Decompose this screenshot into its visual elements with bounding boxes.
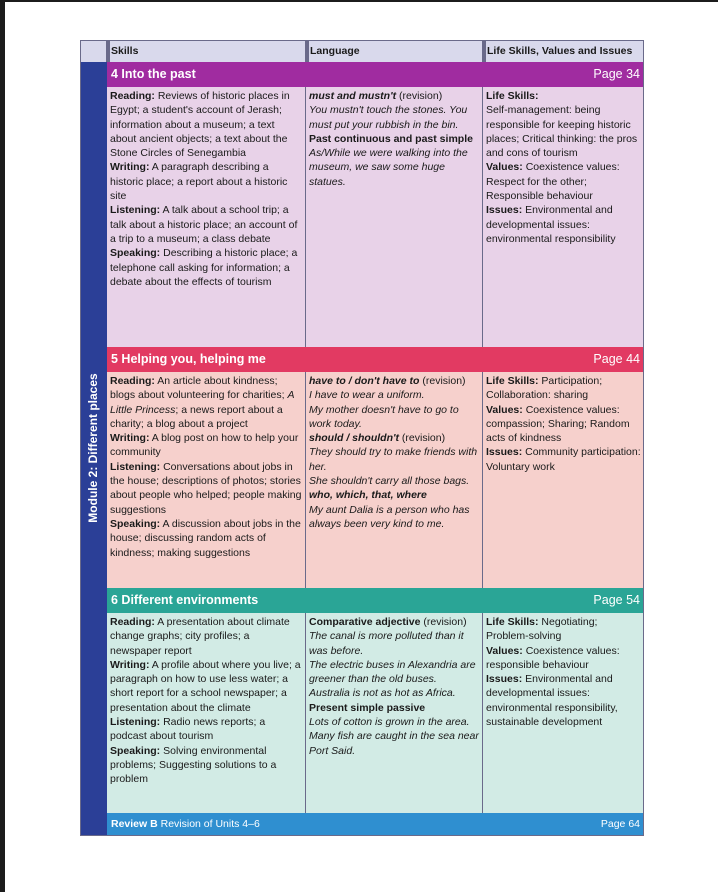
unit-title: 5 Helping you, helping me: [111, 352, 266, 366]
life-skills-text: Coexistence values: compassion; Sharing; Random acts of kindness: [486, 403, 630, 445]
skills-text: Conversations about jobs in the house; descriptions of photos; stories about people who helped; people making suggestions: [110, 460, 302, 516]
skills-label: Listening:: [110, 716, 161, 729]
example-sentence: She shouldn't carry all those bags.: [309, 475, 470, 488]
life-skills-text: Negotiating; Problem-solving: [486, 616, 598, 643]
example-sentence: Australia is not as hot as Africa.: [309, 687, 456, 700]
unit-page: Page 44: [593, 352, 640, 366]
review-label: Review B: [111, 818, 158, 830]
module-title: Module 2: Different places: [86, 373, 100, 523]
skills-text: A presentation about climate change graphs; city profiles; a newspaper report: [110, 616, 290, 657]
life-skills-label: Issues:: [486, 204, 523, 217]
life-skills-label: Issues:: [486, 446, 523, 459]
life-skills-label: Values:: [486, 644, 523, 657]
example-sentence: The electric buses in Alexandria are greener than the old buses.: [309, 658, 476, 686]
life-skills-text: Participation; Collaboration: sharing: [486, 375, 603, 402]
table-border: [80, 40, 644, 836]
life-skills-label: Life Skills:: [486, 375, 539, 387]
skills-label: Writing:: [110, 658, 150, 671]
grammar-point: Past continuous and past simple: [309, 132, 473, 145]
page-edge-left: [0, 0, 5, 892]
example-sentence: You mustn't touch the stones. You must put your rubbish in the bin.: [309, 104, 468, 131]
life-skills-text: Coexistence values: responsible behaviour: [486, 644, 620, 671]
grammar-point: must and mustn't: [309, 90, 397, 102]
skills-label: Writing:: [110, 432, 150, 445]
skills-text: A discussion about jobs in the house; discussing random acts of kindness; making suggestions: [110, 517, 301, 559]
grammar-point: should / shouldn't: [309, 432, 399, 445]
grammar-note: (revision): [419, 375, 466, 387]
grammar-point: who, which, that, where: [309, 489, 427, 502]
skills-label: Speaking:: [110, 247, 161, 260]
skills-label: Reading:: [110, 375, 155, 387]
skills-text: Describing a historic place; a telephone call asking for information; a debate about the effects of tourism: [110, 247, 298, 288]
life-skills-text: Environmental and developmental issues: environmental responsibility, sustainable development: [486, 673, 618, 729]
skills-text: Reviews of historic places in Egypt; a student's account of Jerash; information about a museum; a text about ancient objects; a text about the Stone Circles of Senegambia: [110, 90, 290, 160]
skills-text: A profile about where you live; a paragraph on how to use less water; a short report for a school newspaper; a presentation about the climate: [110, 658, 301, 714]
example-sentence: Lots of cotton is grown in the area.: [309, 716, 470, 729]
skills-label: Speaking:: [110, 517, 161, 530]
unit-title: 6 Different environments: [111, 593, 259, 607]
life-skills-label: Life Skills:: [486, 616, 539, 628]
page-edge-top: [0, 0, 718, 2]
life-skills-text: Coexistence values: Respect for the other; Responsible behaviour: [486, 161, 620, 203]
grammar-point: Present simple passive: [309, 701, 426, 714]
grammar-point: have to / don't have to: [309, 375, 420, 387]
example-sentence: As/While we were walking into the museum, we saw some huge statues.: [309, 147, 468, 188]
skills-text: Solving environmental problems; Suggesting solutions to a problem: [110, 744, 277, 786]
example-sentence: Many fish are caught in the sea near Port Said.: [309, 730, 479, 757]
skills-text: An article about kindness; blogs about volunteering for charities;: [110, 375, 288, 402]
grammar-note: (revision): [398, 432, 446, 445]
unit-page: Page 54: [593, 593, 640, 607]
skills-text: A blog post on how to help your community: [110, 432, 299, 459]
skills-label: Listening:: [110, 460, 161, 473]
example-sentence: My aunt Dalia is a person who has always been very kind to me.: [309, 503, 470, 530]
header-language: Language: [310, 45, 360, 57]
grammar-note: (revision): [420, 616, 467, 628]
life-skills-label: Values:: [486, 403, 523, 416]
skills-text: A paragraph describing a historic place; a report about a historic site: [110, 161, 288, 203]
header-skills: Skills: [111, 45, 139, 57]
example-sentence: They should try to make friends with her.: [309, 446, 478, 473]
skills-text: A talk about a school trip; a talk about a historic place; an account of a trip to a museum; a class debate: [110, 204, 298, 245]
header-life-skills: Life Skills, Values and Issues: [487, 45, 633, 57]
example-sentence: My mother doesn't have to go to work today.: [309, 403, 459, 430]
grammar-note: (revision): [396, 90, 443, 102]
review-text: Revision of Units 4–6: [157, 818, 260, 830]
life-skills-text: Environmental and developmental issues: environmental responsibility: [486, 204, 616, 245]
skills-label: Reading:: [110, 616, 155, 628]
skills-text: Radio news reports; a podcast about tourism: [110, 716, 266, 743]
grammar-point: Comparative adjective: [309, 616, 421, 628]
skills-label: Speaking:: [110, 744, 161, 757]
skills-text-after: ; a news report about a charity; a blog about a project: [110, 403, 283, 430]
life-skills-label: Issues:: [486, 673, 523, 686]
skills-italic-text: A Little Princess: [110, 389, 295, 416]
example-sentence: The canal is more polluted than it was before.: [309, 630, 464, 657]
skills-label: Listening:: [110, 204, 161, 217]
unit-page: Page 34: [593, 67, 640, 81]
life-skills-text: Self-management: being responsible for keeping historic places; Critical thinking: the pros and cons of tourism: [486, 104, 638, 160]
example-sentence: I have to wear a uniform.: [309, 389, 425, 402]
unit-title: 4 Into the past: [111, 67, 196, 81]
skills-label: Reading:: [110, 90, 155, 102]
life-skills-label: Life Skills:: [486, 90, 539, 102]
life-skills-text: Community participation: Voluntary work: [486, 446, 641, 473]
skills-label: Writing:: [110, 161, 150, 174]
life-skills-label: Values:: [486, 161, 523, 174]
review-page: Page 64: [600, 818, 640, 830]
